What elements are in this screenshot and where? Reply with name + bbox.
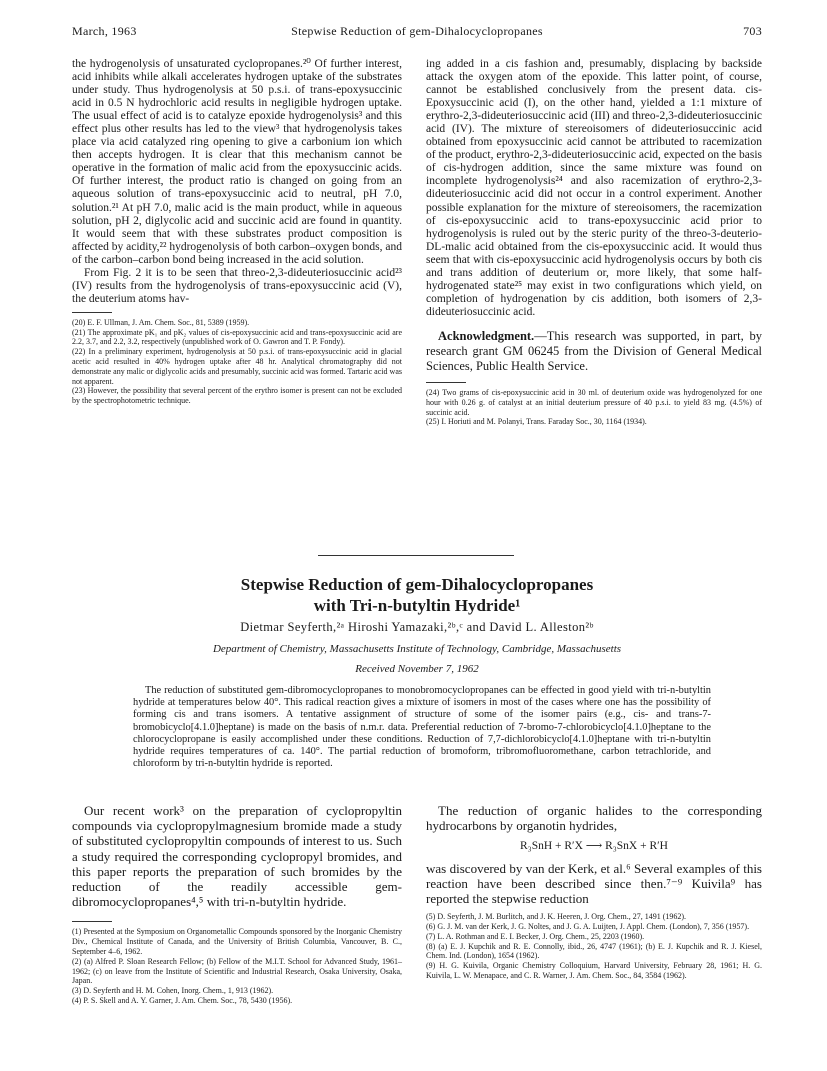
footnote: (6) G. J. M. van der Kerk, J. G. Noltes, and J. G. A. Luijten, J. Appl. Chem. (London), 7, 356 (1957). xyxy=(426,922,750,932)
paragraph: ing added in a cis fashion and, presumably, displacing by backside attack the oxygen atom of the epoxide. This latter point, of course, cannot be established conclusively from the present data. cis-Epoxysuccinic acid (I), on the other hand, yielded a 1:1 mixture of erythro-2,3-dideuteriosuccinic acid (III) and threo-2,3-dideuteriosuccinic acid (IV). The mixture of stereoisomers of dideuteriosuccinic acid obtained from epoxysuccinic acid cannot be attributed to racemization of the product, erythro-2,3-dideuteriosuccinic acid, expected on the basis of cis-hydrogen addition, since the same mixture was found on incomplete hydrogenolysis²⁴ and also racemization of erythro-2,3-dideuteriosuccinic acid did not occur in a control experiment. Another possible explanation for the mixture of stereoisomers, the racemization of cis-epoxysuccinic acid to trans-epoxysuccinic acid prior to hydrogenolysis is ruled out by the steric purity of the threo-3-deuterio-DL-malic acid obtained from the cis-epoxysuccinic acid. It would thus seem that with cis-epoxysuccinic acid hydrogenolysis occurs by both cis and trans addition of deuterium or, more likely, that some half-hydrogenated state²⁵ may exist in two configurations which yield, on completion of hydrogenation by cis addition, both isomers of 2,3-dideuteriosuccinic acid. xyxy=(426,58,762,318)
paragraph: From Fig. 2 it is to be seen that threo-2,3-dideuteriosuccinic acid²³ (IV) results from the hydrogenolysis of trans-epoxysuccinic acid (V), the deuterium atoms hav- xyxy=(72,266,402,305)
paragraph: Our recent work³ on the preparation of cyclopropyltin compounds via cyclopropylmagnesium bromide made a study of substituted cyclopropyltin compounds of interest to us. Such a study required the corresponding cyclopropyl bromides, and this paper reports the preparation of such bromides by the reduction of the readily accessible gem-dibromocyclopropanes⁴,⁵ with tri-n-butyltin hydride. xyxy=(72,803,402,910)
footnote: (22) In a preliminary experiment, hydrogenolysis at 50 p.s.i. of trans-epoxysuccinic acid in glacial acetic acid resulted in 40% hydrogen uptake after 48 hr. Analytical chromatography did not demonstrate any malic or diglycolic acids and presumably, succinic acid was formed. Tartaric acid was not apparent. xyxy=(72,347,402,386)
footnote: (20) E. F. Ullman, J. Am. Chem. Soc., 81, 5389 (1959). xyxy=(72,317,250,327)
footnote: (8) (a) E. J. Kupchik and R. E. Connolly, ibid., 26, 4747 (1961); (b) E. J. Kupchik and R. J. Kiesel, Chem. Ind. (London), 1654 (1962). xyxy=(426,941,762,961)
left-column-bottom xyxy=(72,803,402,1006)
header-title: Stepwise Reduction of gem-Dihalocyclopropanes xyxy=(291,24,543,38)
header-date: March, 1963 xyxy=(72,24,137,38)
footnotes xyxy=(426,912,762,981)
acknowledgment-heading: Acknowledgment. xyxy=(438,328,535,343)
title-line-1: Stepwise Reduction of gem-Dihalocyclopropanes xyxy=(240,575,594,594)
footnotes xyxy=(72,318,402,406)
article-separator xyxy=(318,555,514,556)
footnotes xyxy=(426,388,762,427)
footnotes xyxy=(72,927,402,1005)
footnote: (25) I. Horiuti and M. Polanyi, Trans. Faraday Soc., 30, 1164 (1934). xyxy=(426,417,647,427)
footnote: (24) Two grams of cis-epoxysuccinic acid in 30 ml. of deuterium oxide was hydrogenolyzed for one hour with 0.26 g. of catalyst at an initial deuterium pressure of 40 p.s.i. to yield 83 mg. (4.5%) of succinic acid. xyxy=(426,387,762,417)
abstract: The reduction of substituted gem-dibromocyclopropanes to monobromocyclopropanes can be effected in good yield with tri-n-butyltin hydride at temperatures below 40°. This radical reaction gives a mixture of isomers in most of the cases where one has the possibility of forming cis and trans isomers. A tentative assignment of structure of some of the isomer pairs (e.g., cis- and trans-7-bromobicyclo[4.1.0]heptane) is made on the basis of n.m.r. data. Preferential reduction of 7-bromo-7-chlorobicyclo[4.1.0]heptane to the chlorocyclopropane is easily accomplished under these conditions. Reduction of 7,7-dichlorobicyclo[4.1.0]heptane with tri-n-butyltin hydride requires temperatures of ca. 140°. The partial reduction of bromoform, tribromofluoromethane, carbon tetrachloride, and chloroform by tri-n-butyltin hydride is reported. xyxy=(133,685,711,770)
footnote: (5) D. Seyferth, J. M. Burlitch, and J. K. Heeren, J. Org. Chem., 27, 1491 (1962). xyxy=(426,912,687,922)
right-column-bottom xyxy=(426,803,762,981)
acknowledgment-text: —This research was supported, in part, by research grant GM 06245 from the Division of General Medical Sciences, Public Health Service. xyxy=(426,328,762,373)
footnote: (2) (a) Alfred P. Sloan Research Fellow; (b) Fellow of the M.I.T. School for Advanced Study, 1961–1962; (c) on leave from the Institute of Scientific and Industrial Research, Osaka University, Osaka, Japan. xyxy=(72,956,402,986)
received-date: Received November 7, 1962 xyxy=(355,663,479,675)
footnote-rule xyxy=(72,312,112,313)
footnote: (1) Presented at the Symposium on Organometallic Compounds sponsored by the Inorganic Chemistry Div., Chemical Institute of Canada, and the University of British Columbia, Vancouver, B. C., September 4–6, 1962. xyxy=(72,927,402,957)
paragraph: the hydrogenolysis of unsaturated cyclopropanes.²⁰ Of further interest, acid inhibits while alkali accelerates hydrogen uptake of the substrates under study. Thus hydrogenolysis at 50 p.s.i. of trans-epoxysuccinic acid in 0.5 N hydrochloric acid results in negligible hydrogen uptake. The usual effect of acid is to catalyze epoxide hydrogenolysis³ and this effect plus other results has led to the view³ that hydrogenolysis takes place via acid catalyzed ring opening to give a carbonium ion which then accepts hydrogen. It is clear that this mechanism cannot be operative in the formation of malic acid from the epoxysuccinic acids. Of further interest, the product ratio is changed on going from an aqueous solution of trans-epoxysuccinic acid to neutral, pH 7.0, solution.²¹ At pH 7.0, malic acid is the main product, while in aqueous solution, pH 2, diglycolic acid and succinic acid are found in quantity. It would seem that with these substrates product composition is affected by acidity,²² hydrogenolysis of both carbon–oxygen bonds, and of the carbon–carbon bond being increased in the acid solution. xyxy=(72,58,402,266)
footnote: (23) However, the possibility that several percent of the erythro isomer is present can not be excluded by the spectrophotometric technique. xyxy=(72,386,402,406)
acknowledgment xyxy=(426,329,762,374)
paragraph: was discovered by van der Kerk, et al.⁶ Several examples of this reaction have been described since then.⁷⁻⁹ Kuivila⁹ has reported the stepwise reduction xyxy=(426,860,762,907)
right-column-top xyxy=(426,58,762,427)
footnote-rule xyxy=(426,382,466,383)
title-line-2: with Tri-n-butyltin Hydride¹ xyxy=(313,596,521,615)
footnote: (7) L. A. Rothman and E. I. Becker, J. Org. Chem., 25, 2203 (1960). xyxy=(426,931,645,941)
footnote: (21) The approximate pK₁ and pK₂ values of cis-epoxysuccinic acid and trans-epoxysuccinic acid are 2.2, 3.7, and 2.2, 3.2, respectively (unpublished work of O. Gawron and T. P. Fondy). xyxy=(72,327,402,347)
left-column-top xyxy=(72,58,402,406)
footnote-rule xyxy=(72,921,112,922)
article-title xyxy=(72,574,762,616)
affiliation: Department of Chemistry, Massachusetts Institute of Technology, Cambridge, Massachusetts xyxy=(212,643,622,655)
authors: Dietmar Seyferth,²ᵃ Hiroshi Yamazaki,²ᵇ,ᶜ and David L. Alleston²ᵇ xyxy=(240,620,594,634)
footnote: (3) D. Seyferth and H. M. Cohen, Inorg. Chem., 1, 913 (1962). xyxy=(72,986,274,996)
footnote: (9) H. G. Kuivila, Organic Chemistry Colloquium, Harvard University, February 28, 1961; H. G. Kuivila, L. W. Menapace, and C. R. Warner, J. Am. Chem. Soc., 84, 3584 (1962). xyxy=(426,961,762,980)
reaction-equation: R₃SnH + R′X ⟶ R₃SnX + R′H xyxy=(520,840,668,853)
footnote: (4) P. S. Skell and A. Y. Garner, J. Am. Chem. Soc., 78, 5430 (1956). xyxy=(72,996,293,1005)
page-number: 703 xyxy=(743,24,762,38)
paragraph: The reduction of organic halides to the corresponding hydrocarbons by organotin hydrides, xyxy=(426,803,762,834)
running-header xyxy=(72,24,762,40)
